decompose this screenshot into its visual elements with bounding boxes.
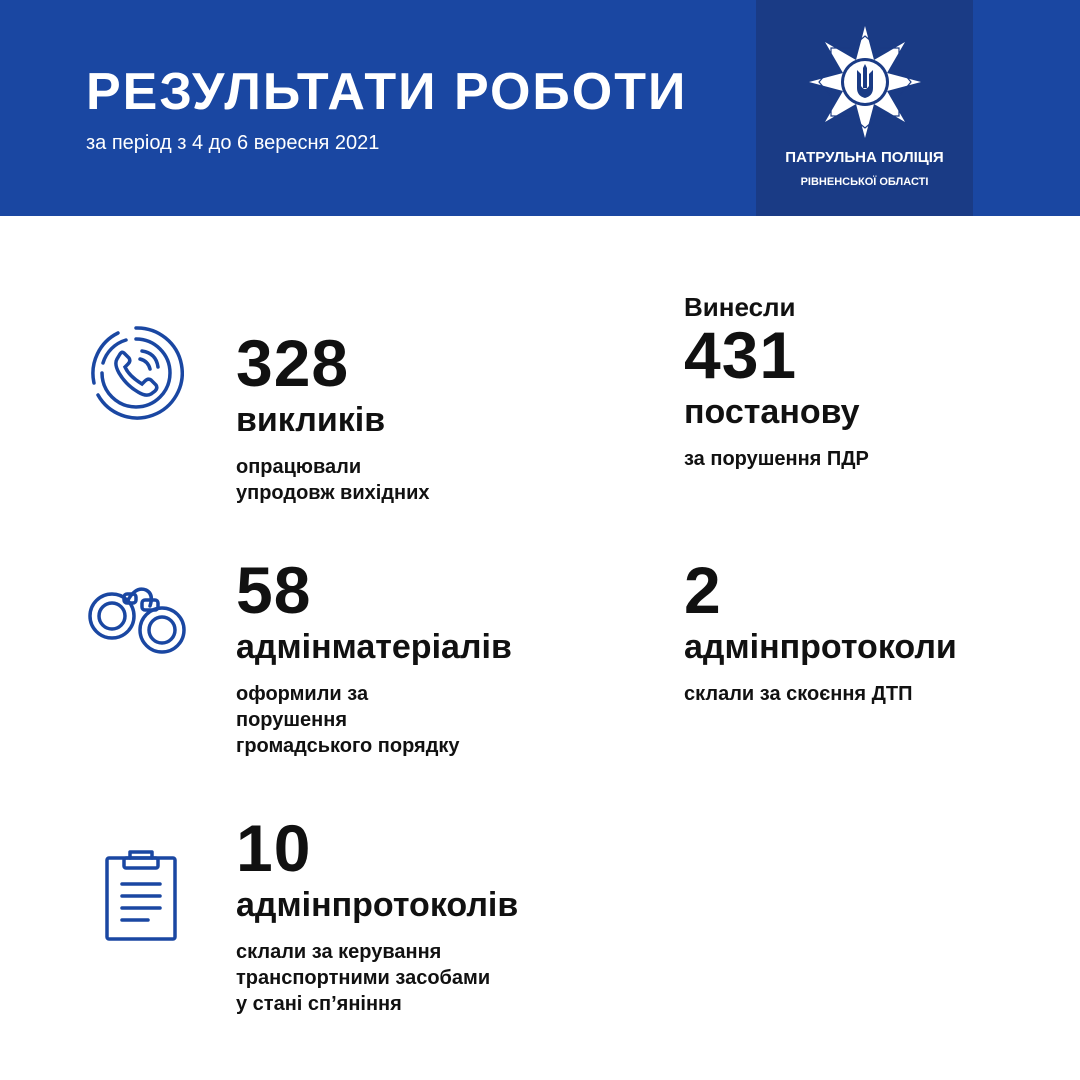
desc-line: за порушення ПДР [684, 448, 869, 470]
handcuffs-icon [88, 578, 188, 658]
stat-calls-description [236, 454, 430, 506]
desc-line: оформили за [236, 683, 369, 705]
stat-calls [236, 326, 430, 506]
period-subtitle: за період з 4 до 6 вересня 2021 [86, 132, 380, 154]
stat-admin-protocols-drunk-number: 10 [236, 811, 312, 885]
badge-region: РІВНЕНСЬКОЇ ОБЛАСТІ [800, 176, 929, 188]
desc-line: у стані сп’яніння [236, 993, 402, 1015]
stat-admin-materials-unit: адмінматеріалів [236, 628, 512, 666]
stat-rulings [684, 292, 869, 472]
desc-line: транспортними засобами [236, 967, 491, 989]
stat-rulings-unit: постанову [684, 393, 860, 431]
stat-admin-protocols-drunk-description [236, 939, 518, 1017]
desc-line: громадського порядку [236, 735, 460, 757]
stat-calls-unit: викликів [236, 401, 386, 439]
stat-admin-materials-number: 58 [236, 553, 312, 627]
header-banner [0, 0, 1080, 216]
desc-line: упродовж вихідних [236, 482, 430, 504]
police-star-emblem-icon [807, 24, 923, 140]
stat-admin-protocols-accidents-description [684, 681, 957, 707]
badge-title: ПАТРУЛЬНА ПОЛІЦІЯ [785, 149, 944, 166]
stat-admin-materials [236, 553, 512, 759]
page-title: РЕЗУЛЬТАТИ РОБОТИ [86, 63, 688, 121]
stat-admin-protocols-drunk [236, 811, 519, 1017]
desc-line: склали за керування [236, 941, 442, 963]
desc-line: порушення [236, 709, 347, 731]
stat-admin-protocols-accidents-number: 2 [684, 553, 722, 627]
stat-rulings-number: 431 [684, 318, 798, 392]
stat-admin-protocols-accidents-unit: адмінпротоколи [684, 628, 957, 666]
phone-circle-icon [88, 325, 184, 421]
clipboard-icon [104, 848, 178, 942]
stat-rulings-description [684, 446, 869, 472]
stat-admin-materials-description [236, 681, 512, 759]
stat-admin-protocols-accidents [684, 553, 957, 707]
stat-admin-protocols-drunk-unit: адмінпротоколів [236, 886, 519, 924]
patrol-police-badge [756, 0, 973, 216]
desc-line: склали за скоєння ДТП [684, 683, 913, 705]
stat-calls-number: 328 [236, 326, 350, 400]
stat-rulings-prefix: Винесли [684, 292, 796, 322]
desc-line: опрацювали [236, 456, 362, 478]
